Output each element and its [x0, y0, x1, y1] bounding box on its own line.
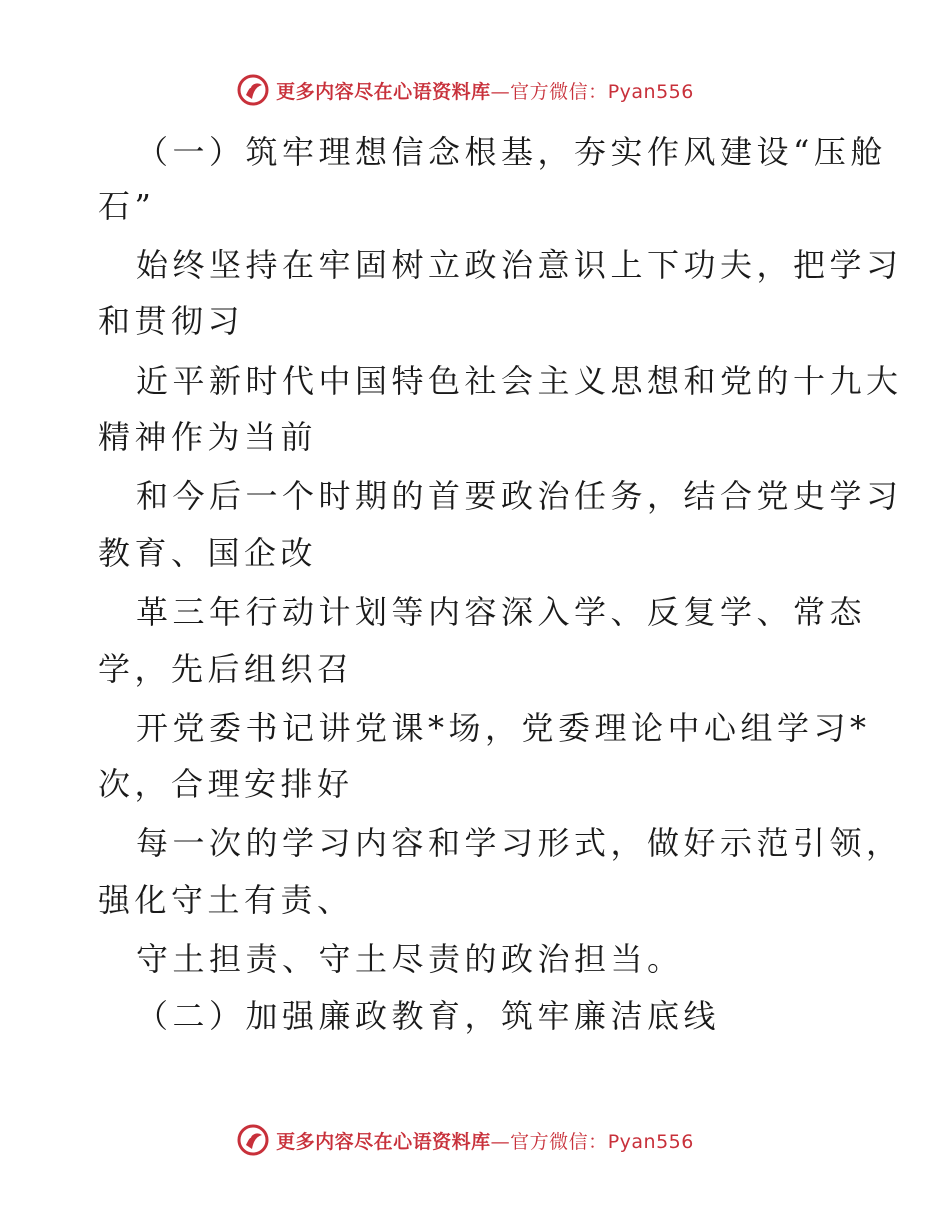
text-line: 每一次的学习内容和学习形式，做好示范引领， [136, 824, 903, 862]
text-line: 教育、国企改 [98, 534, 318, 572]
text-line: 和贯彻习 [98, 302, 245, 340]
watermark-group [236, 73, 694, 107]
text-line: 强化守土有责、 [98, 881, 354, 919]
watermark-handle: Pyan556 [607, 1130, 694, 1153]
watermark-site: 更多内容尽在心语资料库 [276, 1130, 491, 1153]
section-heading-2: （二）加强廉政教育，筑牢廉洁底线 [136, 997, 721, 1035]
text-line: 守土担责、守土尽责的政治担当。 [136, 940, 684, 978]
text-line: 革三年行动计划等内容深入学、反复学、常态 [136, 593, 867, 631]
text-line: 和今后一个时期的首要政治任务，结合党史学习 [136, 477, 903, 515]
footer-watermark [0, 1120, 950, 1160]
red-swirl-logo-icon [236, 73, 270, 107]
text-line: 精神作为当前 [98, 418, 318, 456]
text-line: 开党委书记讲党课*场，党委理论中心组学习* [136, 709, 871, 747]
watermark-label: 官方微信： [510, 80, 608, 103]
watermark-separator: — [490, 1130, 511, 1153]
header-watermark [0, 70, 950, 110]
watermark-label: 官方微信： [510, 1130, 608, 1153]
text-line: 石” [98, 187, 156, 225]
text-line: 次，合理安排好 [98, 765, 354, 803]
section-heading-1: （一）筑牢理想信念根基，夯实作风建设“压舱 [136, 133, 887, 171]
text-line: 近平新时代中国特色社会主义思想和党的十九大 [136, 362, 903, 400]
watermark-text [276, 77, 694, 104]
watermark-site: 更多内容尽在心语资料库 [276, 80, 491, 103]
watermark-handle: Pyan556 [607, 80, 694, 103]
red-swirl-logo-icon [236, 1123, 270, 1157]
watermark-separator: — [490, 80, 511, 103]
watermark-text [276, 1127, 694, 1154]
text-line: 学，先后组织召 [98, 650, 354, 688]
watermark-group [236, 1123, 694, 1157]
text-line: 始终坚持在牢固树立政治意识上下功夫，把学习 [136, 246, 903, 284]
